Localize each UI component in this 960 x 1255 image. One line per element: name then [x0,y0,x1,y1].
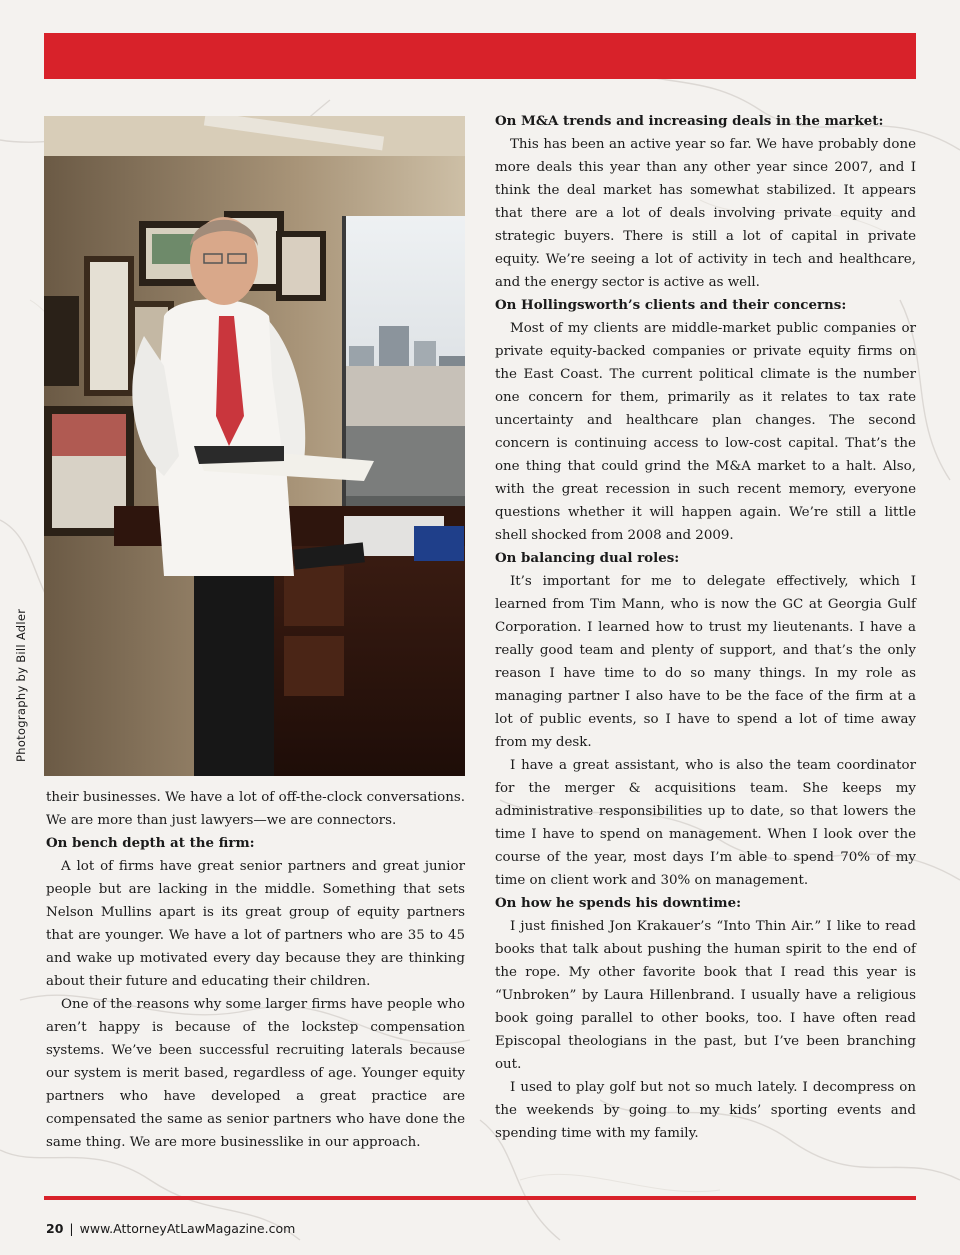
right-paragraph: Most of my clients are middle-market public companies or private equity-backed companies or private equity firms on the East Coast. The current political climate is the number one concern for them, primarily as it relates to tax rate uncertainty and healthcare plan changes. The second concern is continuing access to low-cost capital. That’s the one thing that could grind the M&A market to a halt. Also, with the great recession in such recent memory, everyone questions whether it will happen again. We’re still a little shell shocked from 2008 and 2009. [495,321,916,543]
page-number: 20 [46,1221,64,1236]
left-paragraph-continued: their businesses. We have a lot of off-the-clock conversations. We are more than just lawyers—we are connectors. [46,790,465,828]
portrait-photo [44,116,465,776]
right-paragraph: I have a great assistant, who is also the team coordinator for the merger & acquisitions team. She keeps my administrative responsibilities up to date, so that lowers the time I have to spend on management. When I look over the course of the year, most days I’m able to spend 70% of my time on client work and 30% on management. [495,758,916,888]
right-paragraph: This has been an active year so far. We have probably done more deals this year than any other year since 2007, and I think the deal market has somewhat stabilized. It appears that there are a lot of deals involving private equity and strategic buyers. There is still a lot of capital in private equity. We’re seeing a lot of activity in tech and healthcare, and the energy sector is active as well. [495,137,916,290]
photo-credit: Photography by Bill Adler [14,608,28,762]
right-column [495,110,916,1145]
right-heading-dual-roles: On balancing dual roles: [495,550,680,566]
right-heading-downtime: On how he spends his downtime: [495,895,742,911]
left-paragraph: A lot of firms have great senior partners and great junior people but are lacking in the middle. Something that sets Nelson Mullins apart is its great group of equity partners that are younger. We have a lot of partners who are 35 to 45 and wake up motivated every day because they are thinking about their future and educating their children. [46,859,465,989]
right-paragraph: It’s important for me to delegate effectively, which I learned from Tim Mann, who is now the GC at Georgia Gulf Corporation. I learned how to trust my lieutenants. I have a really good team and plenty of support, and that’s the only reason I have time to do so many things. In my role as managing partner I also have to be the face of the firm at a lot of public events, so I have to spend a lot of time away from my desk. [495,574,916,750]
right-paragraph: I just finished Jon Krakauer’s “Into Thin Air.” I like to read books that talk about pushing the human spirit to the end of the rope. My other favorite book that I read this year is “Unbroken” by Laura Hillenbrand. I usually have a religious book going parallel to other books, too. I have often read Episcopal theologians in the past, but I’ve been branching out. [495,919,916,1072]
page-footer [46,1221,295,1236]
right-heading-ma-trends: On M&A trends and increasing deals in the market: [495,113,884,129]
footer-separator: | [69,1221,74,1236]
bottom-red-rule [44,1196,916,1200]
left-heading-bench-depth: On bench depth at the firm: [46,835,255,851]
right-paragraph: I used to play golf but not so much lately. I decompress on the weekends by going to my kids’ sporting events and spending time with my family. [495,1080,916,1141]
top-red-banner [44,33,916,79]
website-link[interactable]: www.AttorneyAtLawMagazine.com [79,1221,296,1236]
right-heading-clients: On Hollingsworth’s clients and their concerns: [495,297,847,313]
left-paragraph: One of the reasons why some larger firms have people who aren’t happy is because of the lockstep compensation systems. We’ve been successful recruiting laterals because our system is merit based, regardless of age. Younger equity partners who have developed a great practice are compensated the same as senior partners who have done the same thing. We are more businesslike in our approach. [46,997,465,1150]
left-column [46,786,465,1154]
